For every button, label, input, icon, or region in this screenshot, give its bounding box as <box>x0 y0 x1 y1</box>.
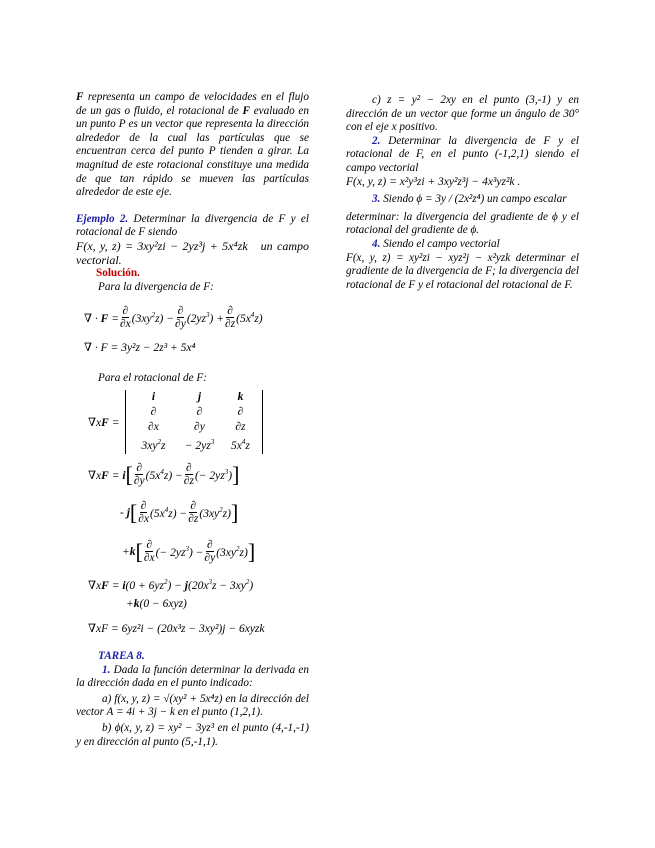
curl-step-1: ∇xF = i [ $\frac{\partial}{\partial y}$ $(5x^4z)$ − $\frac{\partial}{\partial z}$ (− $2yz^3$) ] <box>88 461 240 487</box>
curl-step-4: $\nabla xF = i(0 + 6yz^2) - j(20x^3z - 3xy^2)$ <box>88 578 254 592</box>
homework-item-2-field: F(x, y, z) = x²y³zi + 3xy²z³j − 4x³yz²k . <box>346 175 521 188</box>
example-field: F(x, y, z) = 3xy²zi − 2yz³j + 5x⁴zk un campo vectorial. <box>76 238 310 267</box>
divergence-result: ∇ · F = 3y²z − 2z³ + 5x⁴ <box>84 342 196 354</box>
homework-item-1: 1. Dada la función determinar la derivada en la dirección dada en el punto indicado: <box>76 663 309 690</box>
right-column <box>346 94 579 292</box>
homework-item-4: 4. Siendo el campo vectorial <box>372 237 500 250</box>
homework-item-3a: 3. Siendo ϕ = 3y / (2x²z⁴) un campo escalar <box>372 193 567 206</box>
curl-step-3: +k [ $\frac{\partial}{\partial x}$ (− $2yz^3$) − $\frac{\partial}{\partial y}$ $(3xy^2z)$ ] <box>122 538 256 564</box>
curl-determinant: ∇xF = i j k ∂ ∂ ∂ ∂x ∂y ∂z $3xy^2z$ − $2yz^3$ $5x^4z$ <box>88 390 263 454</box>
homework-item-1a: a) f(x, y, z) = √(xy² + 5x⁴z) en la dirección del vector A = 4i + 3j − k en el punto (1,2,1). <box>76 692 309 719</box>
homework-section <box>76 650 309 749</box>
homework-item-4-field: F(x, y, z) = xy²zi − xyz²j − x²yzk determinar el gradiente de la divergencia de F; la divergencia del rotacional de F y el rotacional del rotacional de F. <box>346 251 579 291</box>
left-column <box>76 91 309 294</box>
curl-result: ∇xF = 6yz²i − (20x³z − 3xy²)j − 6xyzk <box>88 623 265 635</box>
divergence-equation: ∇ · F = $\frac{\partial}{\partial x}$ $(3xy^2z)$ − $\frac{\partial}{\partial y}$ $(2yz^3)$ + $\frac{\partial}{\partial z}$ $(5x^4z)$ <box>84 305 263 330</box>
homework-item-3b: determinar: la divergencia del gradiente de ϕ y el rotacional del gradiente de ϕ. <box>346 210 579 237</box>
intro-paragraph: F representa un campo de velocidades en el flujo de un gas o fluido, el rotacional de F evaluado en un punto P es un vector que representa la dirección alrededor de la cual las partículas que se encuentran cerca del punto P tienden a girar. La magnitud de este rotacional constituye una medida de que tan rápido se mueven las partículas alrededor de este eje. <box>76 91 309 199</box>
homework-item-1b: b) ϕ(x, y, z) = xy² − 3yz³ en el punto (4,-1,-1) y en dirección al punto (5,-1,1). <box>76 721 309 748</box>
solution-label: Solución. <box>96 267 140 280</box>
rot-intro: Para el rotacional de F: <box>98 372 207 384</box>
example-2: Ejemplo 2. Determinar la divergencia de F y el rotacional de F siendo <box>76 212 309 239</box>
homework-item-2: 2. Determinar la divergencia de F y el rotacional de F, en el punto (-1,2,1) siendo el campo vectorial <box>346 134 579 174</box>
homework-item-1c: c) z = y² − 2xy en el punto (3,-1) y en dirección de un vector que forme un ángulo de 30° con el eje x positivo. <box>346 94 579 134</box>
curl-step-5: +k(0 − 6xyz) <box>126 598 187 610</box>
curl-step-2: - j [ $\frac{\partial}{\partial x}$ $(5x^4z)$ − $\frac{\partial}{\partial z}$ $(3xy^2z)$ ] <box>120 499 239 525</box>
homework-title: TAREA 8. <box>98 650 145 662</box>
div-intro: Para la divergencia de F: <box>98 280 214 293</box>
